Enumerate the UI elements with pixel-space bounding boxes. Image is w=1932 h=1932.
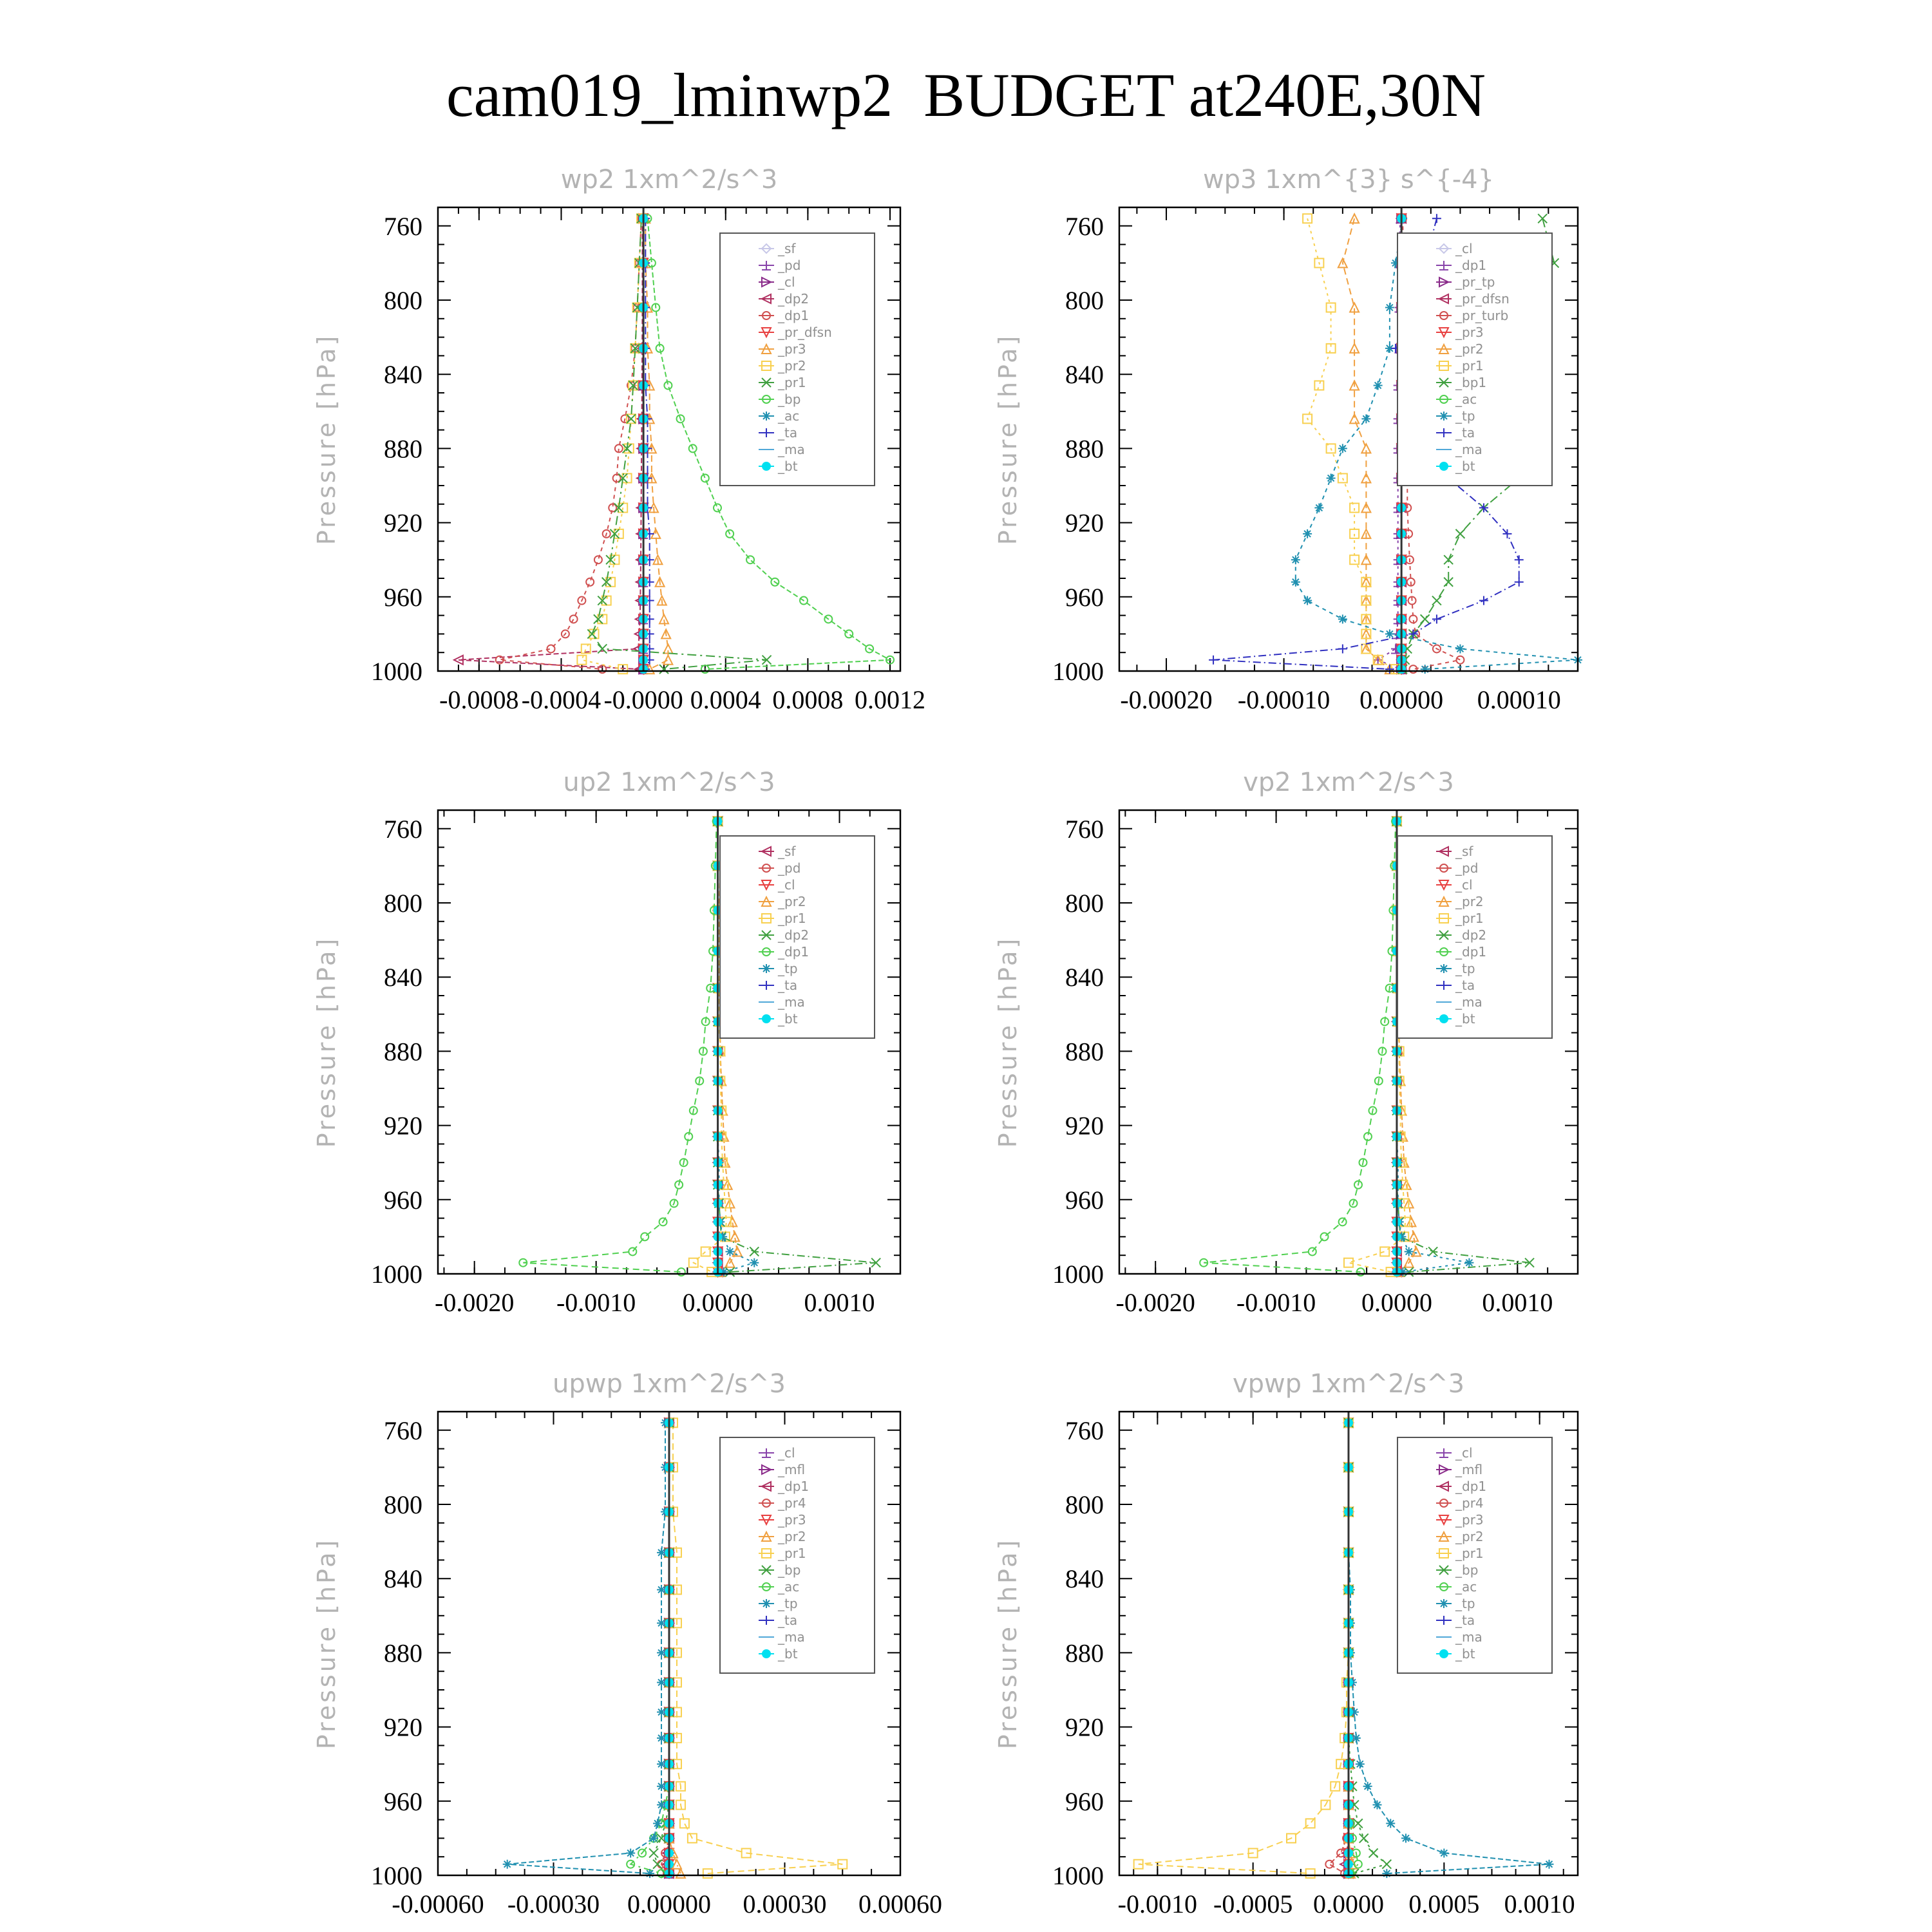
- y-tick-label: 800: [1065, 1490, 1104, 1519]
- legend-label: _ma: [778, 1629, 805, 1645]
- data-point: [1354, 1861, 1362, 1868]
- data-point: [657, 1734, 666, 1743]
- x-tick-label: 0.00030: [743, 1889, 827, 1918]
- data-point: [1303, 214, 1312, 223]
- data-point: [746, 556, 754, 564]
- data-point: [750, 1258, 759, 1267]
- x-tick-label: 0.0012: [855, 685, 926, 714]
- data-point: [1421, 665, 1430, 674]
- x-tick-label: -0.0004: [521, 685, 601, 714]
- data-point: [587, 629, 596, 638]
- data-point: [1405, 1247, 1414, 1256]
- panel-title: wp2 1xm^2/s^3: [560, 165, 778, 194]
- legend-label: _ma: [1455, 1629, 1482, 1645]
- y-tick-label: 960: [384, 582, 422, 612]
- legend-label: _tp: [778, 1596, 798, 1611]
- legend-label: _pr2: [1455, 894, 1484, 909]
- legend-label: _pr3: [778, 341, 806, 357]
- legend-label: _ta: [1455, 978, 1475, 993]
- legend-label: _dp1: [1455, 258, 1487, 273]
- x-tick-label: -0.0010: [556, 1288, 636, 1317]
- legend-marker: [1439, 462, 1448, 471]
- panel-6: [994, 1369, 1578, 1918]
- series-line: [459, 218, 643, 669]
- legend-label: _tp: [778, 961, 798, 976]
- data-point: [1432, 214, 1441, 223]
- legend-label: _ac: [778, 408, 800, 424]
- y-tick-label: 760: [384, 211, 422, 241]
- x-tick-label: -0.00020: [1120, 685, 1213, 714]
- data-point: [1401, 1833, 1410, 1842]
- x-tick-label: 0.0000: [682, 1288, 753, 1317]
- data-point: [641, 1233, 649, 1240]
- legend: [1397, 233, 1552, 486]
- y-tick-label: 880: [1065, 1638, 1104, 1668]
- series-dp1: [519, 817, 720, 1276]
- data-point: [657, 1801, 666, 1810]
- y-tick-label: 760: [1065, 211, 1104, 241]
- y-tick-label: 960: [384, 1185, 422, 1215]
- x-tick-label: 0.0000: [1313, 1889, 1384, 1918]
- data-point: [657, 1782, 666, 1791]
- series-line: [630, 1423, 669, 1873]
- legend-label: _pr1: [778, 1546, 806, 1561]
- data-point: [594, 556, 602, 564]
- data-point: [1385, 629, 1394, 638]
- x-tick-label: -0.0020: [435, 1288, 515, 1317]
- y-tick-label: 1000: [1052, 1861, 1104, 1890]
- y-tick-label: 760: [1065, 814, 1104, 844]
- panel-3: [312, 768, 900, 1317]
- y-tick-label: 920: [384, 1111, 422, 1141]
- legend-label: _pr_tp: [1455, 274, 1495, 290]
- x-tick-label: -0.0005: [1213, 1889, 1293, 1918]
- panel-title: vpwp 1xm^2/s^3: [1232, 1369, 1465, 1399]
- y-axis-label: Pressure [hPa]: [312, 333, 341, 545]
- y-tick-label: 880: [384, 434, 422, 464]
- legend-label: _pr2: [778, 894, 806, 909]
- y-tick-label: 880: [384, 1638, 422, 1668]
- legend-label: _bp: [1455, 1562, 1479, 1578]
- data-point: [653, 1819, 662, 1828]
- series-line: [1349, 1423, 1387, 1873]
- data-point: [1344, 1258, 1353, 1267]
- data-point: [1455, 529, 1464, 538]
- legend-label: _ta: [778, 1613, 798, 1628]
- data-point: [657, 1648, 666, 1657]
- x-tick-label: 0.0010: [1504, 1889, 1575, 1918]
- data-point: [1338, 644, 1347, 653]
- data-point: [1291, 578, 1300, 587]
- y-tick-label: 920: [384, 1712, 422, 1742]
- y-axis-label: Pressure [hPa]: [994, 1537, 1022, 1750]
- legend-marker: [762, 1599, 771, 1608]
- x-tick-label: 0.0000: [1361, 1288, 1432, 1317]
- y-axis-label: Pressure [hPa]: [312, 936, 341, 1148]
- legend-label: _dp1: [778, 944, 810, 960]
- legend-label: _ma: [1455, 994, 1482, 1010]
- data-point: [586, 578, 594, 586]
- y-tick-label: 840: [1065, 1564, 1104, 1594]
- panel-title: upwp 1xm^2/s^3: [553, 1369, 786, 1399]
- legend-label: _cl: [778, 877, 795, 893]
- y-tick-label: 800: [1065, 889, 1104, 918]
- legend: [720, 233, 875, 486]
- data-point: [627, 414, 636, 423]
- x-tick-label: 0.0008: [772, 685, 844, 714]
- y-tick-label: 840: [1065, 360, 1104, 390]
- data-point: [657, 1548, 666, 1557]
- y-tick-label: 880: [384, 1037, 422, 1066]
- legend-marker: [1439, 1649, 1448, 1658]
- legend-label: _mfl: [1455, 1462, 1483, 1477]
- data-point: [845, 630, 853, 638]
- data-point: [1306, 1869, 1315, 1878]
- data-point: [1350, 414, 1359, 423]
- data-point: [1359, 1833, 1368, 1842]
- legend-marker: [1439, 964, 1448, 973]
- data-point: [1515, 555, 1524, 564]
- series-pr1: [1303, 214, 1400, 674]
- y-tick-label: 920: [384, 508, 422, 538]
- series-dp1: [1200, 817, 1399, 1276]
- legend-label: _sf: [778, 241, 796, 256]
- x-tick-label: -0.00030: [507, 1889, 600, 1918]
- data-point: [1321, 1233, 1329, 1240]
- data-point: [657, 1678, 666, 1687]
- legend-label: _pr2: [1455, 1529, 1484, 1544]
- data-point: [1338, 614, 1347, 623]
- data-point: [1325, 1861, 1333, 1868]
- data-point: [1515, 578, 1524, 587]
- data-point: [714, 504, 721, 512]
- legend-label: _pr3: [1455, 325, 1484, 340]
- legend-label: _bt: [778, 1011, 798, 1027]
- y-tick-label: 960: [1065, 1185, 1104, 1215]
- legend-marker: [1439, 412, 1448, 421]
- panel-title: up2 1xm^2/s^3: [563, 768, 775, 797]
- data-point: [649, 1833, 658, 1842]
- x-tick-label: 0.00060: [858, 1889, 942, 1918]
- legend-label: _pd: [778, 258, 801, 273]
- legend-marker: [762, 1014, 771, 1023]
- x-tick-label: -0.0020: [1115, 1288, 1195, 1317]
- x-tick-label: 0.0004: [690, 685, 761, 714]
- data-point: [725, 1247, 734, 1256]
- data-point: [1432, 614, 1441, 623]
- legend-label: _cl: [1455, 877, 1473, 893]
- data-point: [1386, 1819, 1395, 1828]
- data-point: [645, 1869, 654, 1878]
- data-point: [663, 656, 672, 665]
- legend-label: _ta: [1455, 425, 1475, 440]
- panel-5: [312, 1369, 942, 1918]
- data-point: [577, 656, 586, 665]
- y-tick-label: 880: [1065, 434, 1104, 464]
- y-tick-label: 960: [1065, 1786, 1104, 1816]
- data-point: [1385, 303, 1394, 312]
- series-line: [1307, 218, 1396, 669]
- legend-label: _dp1: [1455, 1479, 1487, 1494]
- panel-title: wp3 1xm^{3} s^{-4}: [1202, 165, 1495, 194]
- legend-label: _dp2: [778, 291, 810, 307]
- panel-4: [994, 768, 1578, 1317]
- y-tick-label: 840: [384, 963, 422, 992]
- x-tick-label: -0.0010: [1236, 1288, 1316, 1317]
- data-point: [1314, 504, 1323, 513]
- data-point: [1350, 529, 1359, 538]
- legend-label: _dp1: [778, 308, 810, 323]
- data-point: [657, 1618, 666, 1627]
- legend-label: _ma: [1455, 442, 1482, 457]
- legend-label: _pr3: [778, 1512, 806, 1528]
- data-point: [1464, 1258, 1473, 1267]
- legend-label: _ta: [778, 425, 798, 440]
- series-line: [1204, 821, 1396, 1272]
- legend-label: _pd: [778, 860, 801, 876]
- legend-marker: [762, 462, 771, 471]
- legend-marker: [762, 412, 771, 421]
- legend-label: _dp2: [1455, 927, 1487, 943]
- data-point: [1545, 1860, 1554, 1869]
- x-tick-label: -0.00010: [1237, 685, 1331, 714]
- panel-title: vp2 1xm^2/s^3: [1243, 768, 1454, 797]
- data-point: [1382, 1860, 1391, 1869]
- x-tick-label: 0.00000: [627, 1889, 711, 1918]
- panel-2: [994, 165, 1582, 714]
- x-tick-label: -0.0010: [1117, 1889, 1197, 1918]
- data-point: [503, 1860, 512, 1869]
- data-point: [649, 1848, 658, 1857]
- data-point: [570, 615, 578, 623]
- legend-label: _pr2: [778, 358, 806, 374]
- legend-label: _sf: [1455, 844, 1473, 859]
- data-point: [629, 1247, 636, 1255]
- x-tick-label: 0.00010: [1477, 685, 1561, 714]
- data-point: [1303, 529, 1312, 538]
- data-point: [626, 1848, 635, 1857]
- legend-label: _ma: [778, 442, 805, 457]
- data-point: [1350, 214, 1359, 223]
- data-point: [1373, 1801, 1382, 1810]
- series-pr1: [1134, 1418, 1353, 1878]
- series-line: [1139, 1423, 1349, 1873]
- data-point: [1338, 444, 1347, 453]
- data-point: [1303, 596, 1312, 605]
- data-point: [1369, 1848, 1378, 1857]
- legend-label: _ac: [778, 1579, 800, 1595]
- x-tick-label: -0.0000: [603, 685, 683, 714]
- data-point: [1538, 214, 1547, 223]
- legend-label: _bp: [778, 392, 801, 407]
- y-tick-label: 1000: [1052, 1260, 1104, 1289]
- y-tick-label: 760: [384, 1416, 422, 1445]
- series-line: [507, 1423, 665, 1873]
- legend-label: _dp1: [778, 1479, 810, 1494]
- x-tick-label: -0.00060: [392, 1889, 484, 1918]
- legend-label: _ta: [778, 978, 798, 993]
- legend: [1397, 836, 1552, 1038]
- legend-label: _pr_turb: [1455, 308, 1509, 323]
- legend-label: _ac: [1455, 1579, 1477, 1595]
- legend-label: _pr2: [1455, 341, 1484, 357]
- legend-label: _cl: [778, 274, 795, 290]
- data-point: [1361, 414, 1370, 423]
- data-point: [657, 1759, 666, 1768]
- legend-label: _cl: [1455, 1445, 1473, 1461]
- legend-label: _pd: [1455, 860, 1479, 876]
- y-tick-label: 840: [384, 1564, 422, 1594]
- panel-1: [312, 165, 925, 714]
- x-tick-label: 0.0005: [1408, 1889, 1480, 1918]
- legend-marker: [1439, 1014, 1448, 1023]
- legend-label: _pr1: [778, 911, 806, 926]
- y-tick-label: 1000: [371, 1260, 422, 1289]
- legend-label: _bp1: [1455, 375, 1487, 390]
- y-tick-label: 960: [1065, 582, 1104, 612]
- y-tick-label: 800: [384, 889, 422, 918]
- x-tick-label: 0.0010: [804, 1288, 875, 1317]
- data-point: [1291, 555, 1300, 564]
- data-point: [701, 474, 709, 482]
- legend-label: _bt: [778, 1646, 798, 1662]
- data-point: [1363, 1782, 1372, 1791]
- y-tick-label: 920: [1065, 508, 1104, 538]
- y-tick-label: 1000: [371, 1861, 422, 1890]
- legend-label: _pr1: [778, 375, 806, 390]
- legend-label: _pr1: [1455, 911, 1484, 926]
- legend-marker: [762, 964, 771, 973]
- legend-label: _dp2: [778, 927, 810, 943]
- series-tp: [503, 1418, 670, 1878]
- data-point: [657, 1585, 666, 1594]
- legend-label: _bt: [778, 459, 798, 474]
- legend-label: _pr4: [778, 1495, 806, 1511]
- data-point: [598, 644, 607, 653]
- legend-label: _pr_dfsn: [1455, 291, 1510, 307]
- legend-label: _bt: [1455, 459, 1475, 474]
- legend-label: _pr1: [1455, 1546, 1484, 1561]
- y-tick-label: 800: [384, 1490, 422, 1519]
- y-tick-label: 960: [384, 1786, 422, 1816]
- x-tick-label: 0.0010: [1482, 1288, 1553, 1317]
- x-tick-label: -0.0008: [439, 685, 519, 714]
- data-point: [1455, 644, 1464, 653]
- legend-label: _bt: [1455, 1646, 1475, 1662]
- series-line: [523, 821, 716, 1272]
- legend-label: _bp: [778, 1562, 801, 1578]
- data-point: [1444, 555, 1453, 564]
- series-line: [500, 218, 641, 669]
- legend-label: _ac: [1455, 392, 1477, 407]
- data-point: [1439, 1848, 1448, 1857]
- y-tick-label: 760: [1065, 1416, 1104, 1445]
- y-tick-label: 920: [1065, 1712, 1104, 1742]
- y-tick-label: 800: [1065, 286, 1104, 315]
- y-tick-label: 880: [1065, 1037, 1104, 1066]
- legend: [1397, 1437, 1552, 1673]
- data-point: [1432, 596, 1441, 605]
- data-point: [1479, 596, 1488, 605]
- legend: [720, 1437, 875, 1673]
- y-tick-label: 1000: [371, 657, 422, 686]
- y-tick-label: 800: [384, 286, 422, 315]
- y-tick-label: 840: [1065, 963, 1104, 992]
- data-point: [1374, 381, 1383, 390]
- legend-label: _cl: [1455, 241, 1473, 256]
- y-tick-label: 840: [384, 360, 422, 390]
- data-point: [1382, 1869, 1391, 1878]
- legend-label: _tp: [1455, 1596, 1475, 1611]
- legend-label: _ta: [1455, 1613, 1475, 1628]
- legend-label: _pr4: [1455, 1495, 1484, 1511]
- y-tick-label: 760: [384, 814, 422, 844]
- data-point: [1314, 381, 1323, 390]
- series-pr2: [577, 214, 646, 674]
- y-axis-label: Pressure [hPa]: [312, 1537, 341, 1750]
- y-tick-label: 920: [1065, 1111, 1104, 1141]
- data-point: [1456, 656, 1464, 664]
- legend: [720, 836, 875, 1038]
- legend-label: _dp1: [1455, 944, 1487, 960]
- legend-label: _mfl: [778, 1462, 806, 1477]
- legend-label: _tp: [1455, 408, 1475, 424]
- legend-label: _pr_dfsn: [778, 325, 832, 340]
- y-axis-label: Pressure [hPa]: [994, 936, 1022, 1148]
- data-point: [1421, 614, 1430, 623]
- data-point: [657, 1708, 666, 1717]
- legend-marker: [1439, 1599, 1448, 1608]
- series-dp2: [454, 214, 647, 674]
- main-title: cam019_lminwp2 BUDGET at240E,30N: [446, 61, 1486, 129]
- legend-label: _pr2: [778, 1529, 806, 1544]
- legend-label: _bt: [1455, 1011, 1475, 1027]
- data-point: [1209, 656, 1218, 665]
- y-tick-label: 1000: [1052, 657, 1104, 686]
- data-point: [1361, 555, 1370, 564]
- legend-label: _tp: [1455, 961, 1475, 976]
- legend-label: _ma: [778, 994, 805, 1010]
- x-tick-label: 0.00000: [1359, 685, 1444, 714]
- legend-label: _sf: [778, 844, 796, 859]
- y-axis-label: Pressure [hPa]: [994, 333, 1022, 545]
- data-point: [1356, 1759, 1365, 1768]
- legend-label: _pr1: [1455, 358, 1484, 374]
- legend-marker: [762, 1649, 771, 1658]
- data-point: [680, 1819, 689, 1828]
- data-point: [1350, 504, 1359, 513]
- data-point: [1327, 473, 1336, 482]
- legend-label: _cl: [778, 1445, 795, 1461]
- legend-label: _pr3: [1455, 1512, 1484, 1528]
